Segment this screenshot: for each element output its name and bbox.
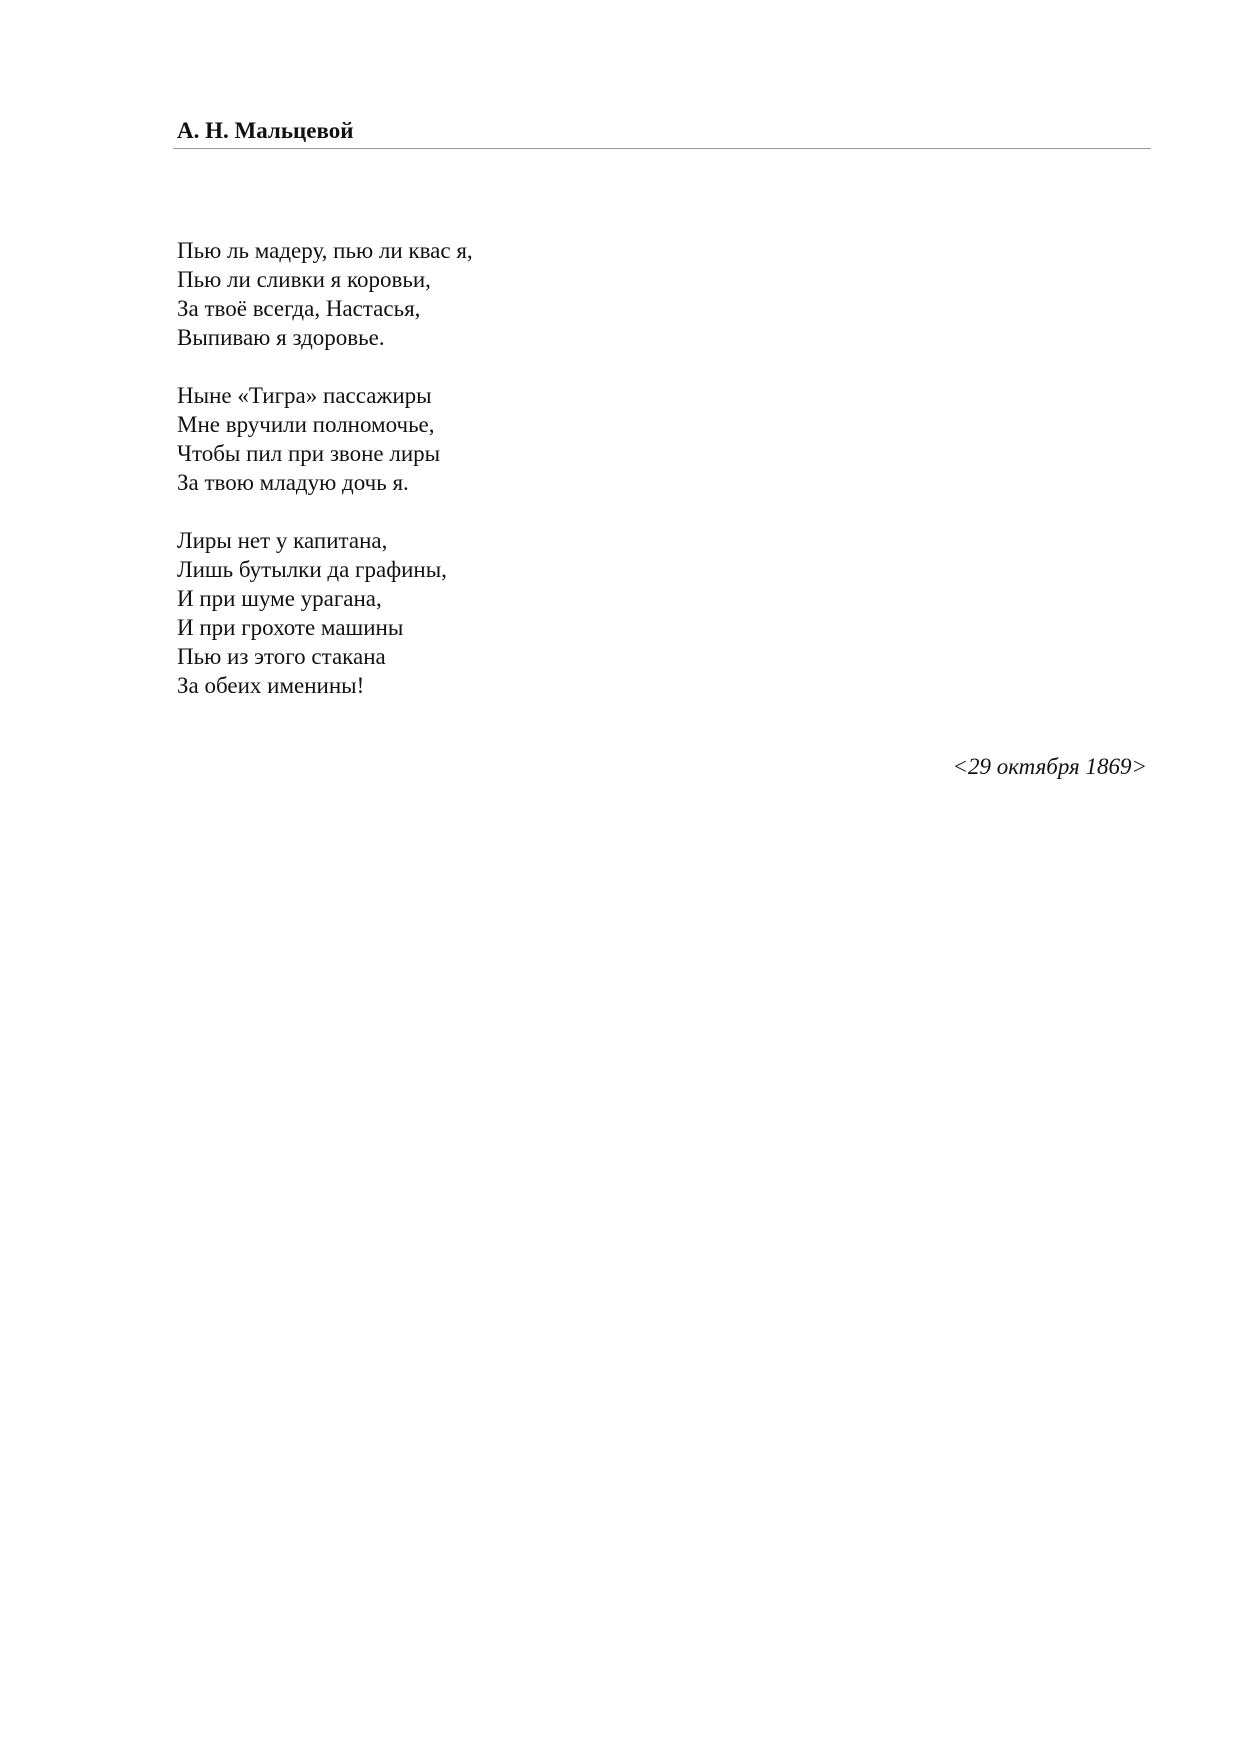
poem-line: Пью ль мадеру, пью ли квас я, [177,238,473,263]
poem-date: <29 октября 1869> [952,754,1147,779]
poem-line: Лишь бутылки да графины, [177,557,447,582]
poem-line: За обеих именины! [177,673,365,698]
poem-line: Ныне «Тигра» пассажиры [177,383,432,408]
poem-line: Выпиваю я здоровье. [177,325,385,350]
stanza-3 [177,526,877,700]
poem-line: И при грохоте машины [177,615,404,640]
poem-line: Чтобы пил при звоне лиры [177,441,441,466]
poem-line: Лиры нет у капитана, [177,528,388,553]
page-header [173,118,1151,149]
poem [177,236,877,729]
poem-line: И при шуме урагана, [177,586,382,611]
stanza-2 [177,381,877,497]
poem-line: За твою младую дочь я. [177,470,409,495]
header-title: А. Н. Мальцевой [177,118,354,143]
poem-line: Пью из этого стакана [177,644,386,669]
stanza-1 [177,236,877,352]
poem-line: Пью ли сливки я коровьи, [177,267,431,292]
poem-line: За твоё всегда, Настасья, [177,296,421,321]
poem-line: Мне вручили полномочье, [177,412,435,437]
